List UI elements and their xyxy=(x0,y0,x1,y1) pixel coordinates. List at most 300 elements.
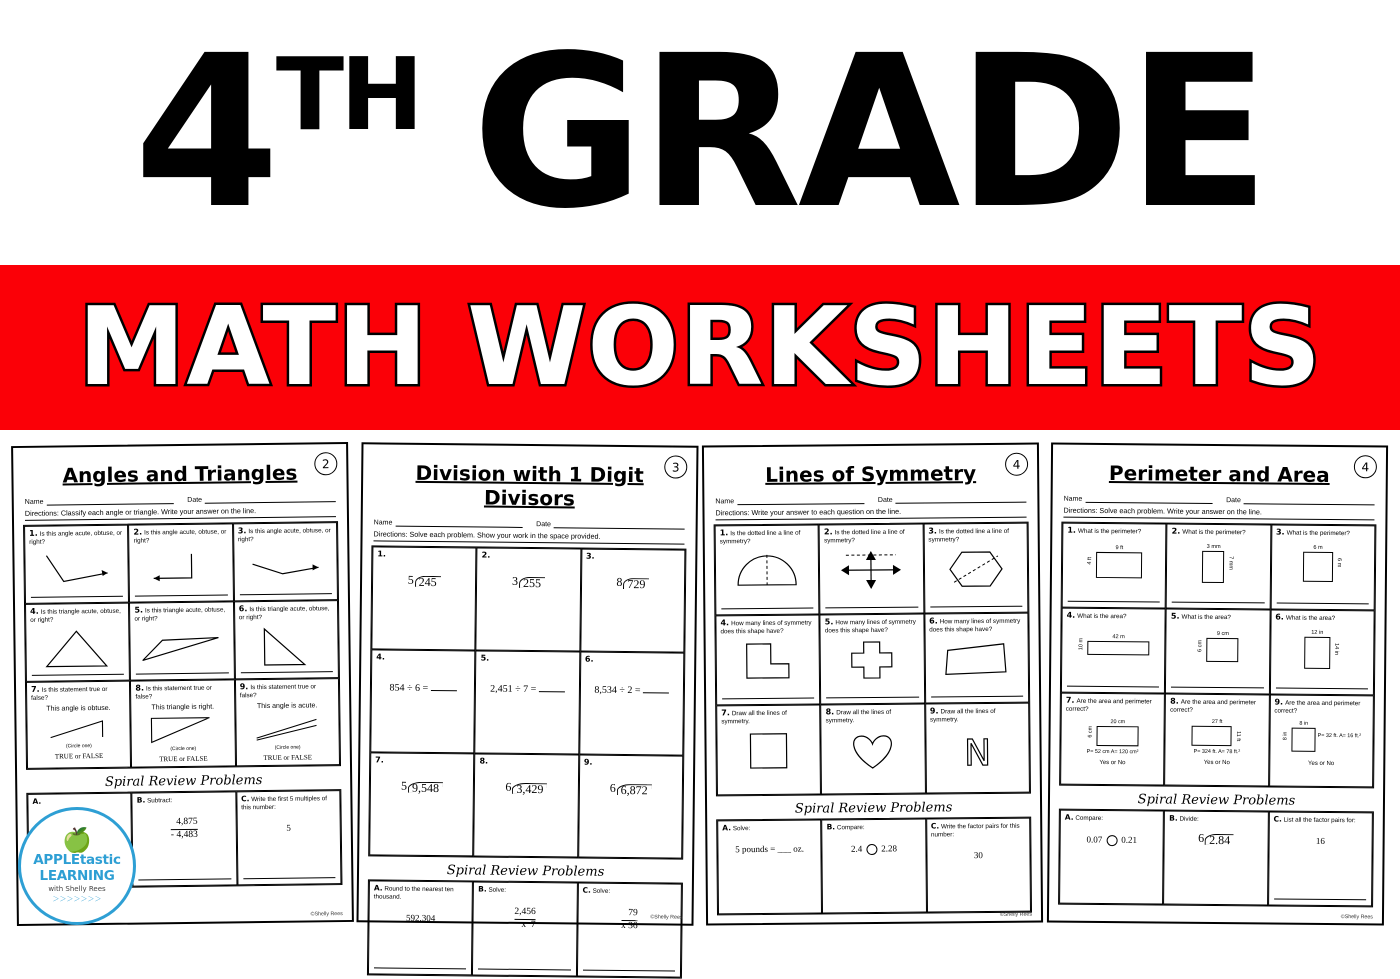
height-label: 11 ft xyxy=(1234,731,1242,741)
answer-line[interactable] xyxy=(1274,898,1366,900)
directions: Directions: Write your answer to each question on the line. xyxy=(715,506,1026,521)
spiral-body: 592,304 xyxy=(374,913,468,922)
question-number: 2. xyxy=(824,527,833,536)
question-number: 6. xyxy=(585,655,594,664)
trapezoid-shape-icon xyxy=(929,637,1024,682)
name-input[interactable] xyxy=(395,519,522,528)
question-number: 3. xyxy=(928,526,937,535)
answer-line[interactable] xyxy=(374,967,466,969)
angle-right-icon xyxy=(134,547,229,592)
answer-line[interactable] xyxy=(1171,687,1263,689)
question-cell[interactable] xyxy=(235,678,340,766)
question-number: 6. xyxy=(1275,613,1284,622)
question-cell[interactable] xyxy=(579,652,684,756)
logo-line-3: with Shelly Rees xyxy=(48,885,105,893)
spiral-cell[interactable] xyxy=(822,819,927,914)
spiral-letter: A. xyxy=(722,823,731,832)
spiral-prompt: Subtract: xyxy=(147,797,172,804)
question-number: 6. xyxy=(929,616,938,625)
long-division-icon xyxy=(586,578,680,590)
spiral-cell[interactable] xyxy=(1163,811,1268,906)
answer-line[interactable] xyxy=(826,607,918,609)
rect-icon xyxy=(1096,552,1142,578)
given-values: P= 324 ft. A= 78 ft.² xyxy=(1170,748,1264,757)
spiral-body: 2.4 2.28 xyxy=(827,844,921,856)
rect-icon xyxy=(1192,726,1232,746)
question-cell[interactable] xyxy=(716,704,821,795)
rect-icon xyxy=(1292,728,1316,752)
page-title xyxy=(134,33,1266,233)
answer-line[interactable] xyxy=(1172,602,1264,604)
rect-icon xyxy=(1304,637,1330,669)
name-label: Name xyxy=(715,498,734,505)
question-number: 1. xyxy=(377,549,386,558)
worksheet-title: Perimeter and Area xyxy=(1062,461,1377,488)
dividend: 6,872 xyxy=(617,784,652,795)
spiral-review-title: Spiral Review Problems xyxy=(368,862,683,880)
triangle-acute-icon xyxy=(30,627,125,672)
height-label: 8 in xyxy=(1282,731,1290,740)
width-label: 6 m xyxy=(1303,544,1333,552)
question-text: Is this angle acute, obtuse, or right? xyxy=(238,527,331,543)
circle-one-hint: (Circle one) xyxy=(32,742,126,751)
answer-line[interactable] xyxy=(722,698,814,700)
question-text: What is the area? xyxy=(1181,614,1230,621)
question-grid xyxy=(368,545,686,859)
spiral-body: 5 pounds = ___ oz. xyxy=(722,844,816,853)
answer-line[interactable] xyxy=(826,697,918,699)
dividend: 255 xyxy=(519,577,545,588)
divisor: 8 xyxy=(616,578,623,586)
question-cell[interactable] xyxy=(26,681,131,769)
cross-shape-icon xyxy=(825,638,920,683)
question-number: 9. xyxy=(1274,697,1283,706)
question-text: Is this triangle acute, obtuse, or right? xyxy=(30,608,121,624)
spiral-body: 16 xyxy=(1273,836,1367,845)
name-date-row xyxy=(1064,495,1375,506)
spiral-cell[interactable] xyxy=(472,881,577,976)
spiral-cell[interactable] xyxy=(132,791,237,886)
heart-shape-icon xyxy=(826,728,921,773)
spiral-letter: C. xyxy=(931,821,939,830)
statement: This triangle is right. xyxy=(136,703,230,712)
question-cell[interactable] xyxy=(580,549,685,653)
worksheet-lines-of-symmetry[interactable] xyxy=(702,443,1043,926)
triangle-right-2-icon xyxy=(136,714,231,745)
question-text: What is the area? xyxy=(1286,615,1335,622)
question-number: 7. xyxy=(31,685,40,694)
angle-acute-small-icon xyxy=(31,716,126,743)
arrow-dotted-icon xyxy=(824,548,919,593)
question-cell[interactable] xyxy=(1062,523,1167,609)
spiral-prompt: Compare: xyxy=(1075,815,1103,822)
answer-line[interactable] xyxy=(139,878,231,880)
height-label: 14 in xyxy=(1332,643,1340,655)
spiral-letter: C. xyxy=(241,794,249,803)
question-text: Is this angle acute, obtuse, or right? xyxy=(134,528,227,544)
divisor: 6 xyxy=(610,784,617,792)
subtitle: MATH WORKSHEETS xyxy=(78,293,1322,403)
answer-line[interactable] xyxy=(136,672,228,674)
question-text: What is the area? xyxy=(1077,613,1126,620)
question-cell[interactable] xyxy=(821,704,926,795)
question-grid xyxy=(1059,522,1376,789)
spiral-letter: B. xyxy=(137,795,146,804)
question-cell[interactable] xyxy=(819,524,924,615)
date-input[interactable] xyxy=(205,494,336,504)
divisor: 5 xyxy=(408,576,415,584)
worksheet-title: Lines of Symmetry xyxy=(713,461,1028,488)
brand-logo xyxy=(18,807,136,925)
spiral-review-title: Spiral Review Problems xyxy=(26,772,341,791)
spiral-body: 0.07 0.21 xyxy=(1065,835,1159,847)
height-label: 6 m xyxy=(1335,558,1343,567)
question-cell[interactable] xyxy=(130,679,235,767)
name-label: Name xyxy=(25,499,44,506)
square-shape-icon xyxy=(721,728,816,773)
question-number: 3. xyxy=(586,552,595,561)
long-division-icon xyxy=(377,575,471,587)
question-cell[interactable] xyxy=(371,546,476,650)
spiral-letter: B. xyxy=(478,884,487,893)
question-cell[interactable] xyxy=(578,755,683,859)
answer-line[interactable] xyxy=(243,877,335,879)
question-text: Are the area and perimeter correct? xyxy=(1066,698,1152,713)
spiral-letter: B. xyxy=(1169,814,1178,823)
date-input[interactable] xyxy=(1244,496,1375,505)
answer-line[interactable] xyxy=(1067,686,1159,688)
spiral-prompt: Compare: xyxy=(837,824,865,831)
copyright: ©Shelly Rees xyxy=(1341,914,1373,920)
height-label: 10 m xyxy=(1077,638,1085,651)
yes-no-options[interactable]: Yes or No xyxy=(1065,759,1159,768)
height-label: 6 cm xyxy=(1197,640,1205,652)
question-number: 5. xyxy=(134,605,143,614)
answer-line[interactable] xyxy=(478,969,570,971)
question-text: How many lines of symmetry does this shape have? xyxy=(825,619,916,635)
worksheet-division-1-digit-divisors[interactable] xyxy=(356,442,698,926)
triangle-obtuse-icon xyxy=(135,625,230,670)
spiral-cell[interactable] xyxy=(1268,811,1373,906)
long-division-icon: 6 2.84 xyxy=(1169,834,1263,846)
grade-number: 4 xyxy=(134,33,276,233)
question-cell[interactable] xyxy=(1166,524,1271,610)
worksheet-perimeter-and-area[interactable] xyxy=(1047,443,1388,926)
question-number: 9. xyxy=(584,758,593,767)
given-values: P= 32 ft. A= 16 ft.² xyxy=(1318,732,1362,740)
divisor: 3 xyxy=(512,577,519,585)
equation xyxy=(376,684,470,693)
question-number: 6. xyxy=(239,604,248,613)
question-number: 9. xyxy=(930,706,939,715)
answer-line[interactable] xyxy=(240,593,332,595)
question-number: 3. xyxy=(1276,528,1285,537)
spiral-letter: C. xyxy=(582,886,590,895)
name-input[interactable] xyxy=(737,496,864,505)
question-number: 8. xyxy=(826,707,835,716)
width-label: 42 m xyxy=(1088,633,1150,642)
question-cell[interactable] xyxy=(1270,524,1375,610)
grade-word: GRADE xyxy=(472,33,1266,233)
question-cell[interactable] xyxy=(925,703,1030,794)
grade-suffix: TH xyxy=(276,45,420,145)
answer-line[interactable] xyxy=(1276,688,1368,690)
question-number: 8. xyxy=(135,683,144,692)
question-number: 5. xyxy=(1171,612,1180,621)
question-cell[interactable] xyxy=(475,650,580,754)
question-cell[interactable] xyxy=(820,614,925,705)
given-values: P= 52 cm A= 120 cm² xyxy=(1065,748,1159,757)
long-division-icon xyxy=(375,781,469,793)
question-text: Is the dotted line a line of symmetry? xyxy=(720,530,801,546)
long-division-icon xyxy=(584,784,678,796)
rect-icon xyxy=(1087,641,1149,656)
question-cell[interactable] xyxy=(1270,609,1375,695)
width-label: 12 in xyxy=(1304,629,1330,637)
spiral-review-grid xyxy=(1058,809,1374,908)
height-label: 7 mm xyxy=(1226,556,1234,570)
spiral-cell[interactable] xyxy=(926,818,1031,913)
question-cell[interactable] xyxy=(370,649,475,753)
question-cell[interactable] xyxy=(234,600,339,679)
width-label: 27 ft xyxy=(1170,718,1264,727)
divisor: 5 xyxy=(401,782,408,790)
question-cell[interactable] xyxy=(25,603,130,682)
question-cell[interactable] xyxy=(24,525,129,604)
question-text: What is the perimeter? xyxy=(1182,529,1245,537)
hexagon-dotted-icon xyxy=(928,547,1023,592)
question-text: How many lines of symmetry does this shape have? xyxy=(929,618,1020,634)
spiral-prompt: Solve: xyxy=(733,825,751,832)
yes-no-options[interactable]: Yes or No xyxy=(1274,759,1368,768)
question-text: Is the dotted line a line of symmetry? xyxy=(824,529,905,545)
equation-text: 8,534 ÷ 2 = xyxy=(594,685,640,696)
spiral-cell[interactable] xyxy=(1059,810,1164,905)
spiral-body: 4,875 - 4,483 xyxy=(137,816,232,841)
question-cell[interactable] xyxy=(1060,693,1165,786)
long-division-icon xyxy=(481,577,575,589)
question-cell[interactable] xyxy=(715,614,820,705)
width-label: 9 cm xyxy=(1207,630,1239,638)
question-cell[interactable] xyxy=(1269,694,1374,787)
question-text: Is this statement true or false? xyxy=(135,685,211,701)
spiral-cell[interactable] xyxy=(236,790,341,885)
equation xyxy=(585,687,679,696)
question-number: 1. xyxy=(720,528,729,537)
directions: Directions: Solve each problem. Write your answer on the line. xyxy=(1063,506,1374,521)
answer-line[interactable] xyxy=(31,596,123,598)
svg-text:N: N xyxy=(964,733,991,774)
rect-icon xyxy=(1303,552,1333,582)
page-number-badge: 3 xyxy=(664,455,687,478)
letter-N-icon xyxy=(930,727,1025,772)
spiral-body: 2,456 x 7 xyxy=(478,906,573,931)
date-label: Date xyxy=(878,497,893,504)
question-cell[interactable] xyxy=(128,523,233,602)
date-label: Date xyxy=(1226,497,1241,504)
answer-line[interactable] xyxy=(583,970,675,972)
height-label: 6 cm xyxy=(1087,726,1095,738)
angle-obtuse-icon xyxy=(29,549,124,594)
spiral-review-title: Spiral Review Problems xyxy=(1059,792,1374,810)
question-number: 3. xyxy=(238,526,247,535)
question-text: Is this triangle acute, obtuse, or right? xyxy=(134,606,225,622)
statement: This angle is obtuse. xyxy=(31,705,125,714)
date-input[interactable] xyxy=(554,520,685,529)
true-false-options[interactable]: TRUE or FALSE xyxy=(136,754,230,763)
question-cell[interactable] xyxy=(476,547,581,651)
rect-icon xyxy=(1207,638,1239,662)
divisor: 6 xyxy=(505,783,512,791)
question-text: Draw all the lines of symmetry. xyxy=(721,710,787,726)
answer-line[interactable] xyxy=(721,608,813,610)
question-text: What is the perimeter? xyxy=(1287,530,1350,538)
question-number: 1. xyxy=(29,529,38,538)
worksheet-title: Division with 1 Digit Divisors xyxy=(372,460,687,511)
question-cell[interactable] xyxy=(474,753,579,857)
question-text: Are the area and perimeter correct? xyxy=(1170,699,1256,714)
question-text: Is this angle acute, obtuse, or right? xyxy=(29,530,122,546)
question-number: 1. xyxy=(1067,526,1076,535)
answer-line[interactable] xyxy=(1276,603,1368,605)
question-number: 2. xyxy=(133,527,142,536)
spiral-review-grid xyxy=(716,817,1032,916)
answer-line[interactable] xyxy=(1068,601,1160,603)
spiral-prompt: List all the factor pairs for: xyxy=(1284,817,1356,825)
subtitle-band xyxy=(0,265,1400,430)
title-band xyxy=(0,0,1400,265)
date-input[interactable] xyxy=(896,495,1027,504)
question-text: Draw all the lines of symmetry. xyxy=(930,708,996,724)
question-text: Is this statement true or false? xyxy=(31,686,107,702)
question-grid xyxy=(714,522,1031,797)
stitch-decoration: ＞＞＞＞＞＞＞ xyxy=(53,894,102,904)
question-cell[interactable] xyxy=(1165,609,1270,695)
true-false-options[interactable]: TRUE or FALSE xyxy=(32,752,126,761)
apple-icon: 🍏 xyxy=(62,828,92,852)
directions: Directions: Solve each problem. Show your work in the space provided. xyxy=(373,529,684,544)
dividend: 9,548 xyxy=(408,782,443,793)
spiral-letter: B. xyxy=(827,822,836,831)
true-false-options[interactable]: TRUE or FALSE xyxy=(241,753,335,762)
name-input[interactable] xyxy=(1085,495,1212,504)
question-number: 2. xyxy=(482,551,491,560)
question-cell[interactable] xyxy=(924,613,1029,704)
name-label: Name xyxy=(1064,496,1083,503)
question-number: 4. xyxy=(376,652,385,661)
spiral-cell[interactable] xyxy=(577,883,682,978)
answer-line[interactable] xyxy=(135,594,227,596)
question-cell[interactable] xyxy=(129,601,234,680)
worksheet-gallery xyxy=(0,430,1400,933)
equation-text: 2,451 ÷ 7 = xyxy=(490,684,536,695)
copyright: ©Shelly Rees xyxy=(1000,912,1032,918)
question-number: 2. xyxy=(1172,527,1181,536)
question-number: 8. xyxy=(1170,697,1179,706)
angle-straightish-icon xyxy=(238,546,333,591)
copyright: ©Shelly Rees xyxy=(311,911,343,917)
directions: Directions: Classify each angle or triangle. Write your answer on the line. xyxy=(25,505,336,521)
width-label: 3 mm xyxy=(1203,543,1225,551)
page-number-badge: 4 xyxy=(1005,453,1028,476)
question-text: Are the area and perimeter correct? xyxy=(1274,700,1360,715)
question-number: 9. xyxy=(240,682,249,691)
circle-one-hint: (Circle one) xyxy=(136,744,230,753)
question-number: 5. xyxy=(481,654,490,663)
spiral-prompt: Divide: xyxy=(1179,816,1198,823)
spiral-letter: A. xyxy=(32,797,41,806)
L-shape-icon xyxy=(721,639,816,684)
question-number: 7. xyxy=(1066,696,1075,705)
width-label: 9 ft xyxy=(1096,544,1142,552)
spiral-cell[interactable] xyxy=(368,880,473,975)
question-number: 7. xyxy=(375,755,384,764)
question-text: Is the dotted line a line of symmetry? xyxy=(928,528,1009,544)
question-cell[interactable] xyxy=(923,523,1028,614)
rect-icon xyxy=(1097,726,1139,746)
question-text: What is the perimeter? xyxy=(1078,528,1141,536)
page-number-badge: 4 xyxy=(1354,455,1377,478)
question-number: 4. xyxy=(30,607,39,616)
name-input[interactable] xyxy=(46,496,173,506)
dividend: 3,429 xyxy=(512,783,547,794)
date-label: Date xyxy=(187,497,202,504)
question-text: How many lines of symmetry does this shape have? xyxy=(721,620,812,636)
question-number: 7. xyxy=(721,708,730,717)
spiral-prompt: Write the factor pairs for this number: xyxy=(931,823,1020,839)
spiral-prompt: Solve: xyxy=(593,888,611,895)
answer-line[interactable] xyxy=(241,671,333,673)
width-label: 20 cm xyxy=(1097,718,1139,726)
equation xyxy=(480,686,574,695)
name-date-row xyxy=(25,494,336,506)
answer-line[interactable] xyxy=(32,674,124,676)
dividend: 245 xyxy=(415,576,441,587)
compare-circle[interactable] xyxy=(866,844,877,855)
name-date-row xyxy=(715,495,1026,506)
name-label: Name xyxy=(374,519,393,526)
question-cell[interactable] xyxy=(369,752,474,856)
answer-line[interactable] xyxy=(930,606,1022,608)
spiral-body: 5 xyxy=(241,823,335,832)
spiral-letter: A. xyxy=(374,883,383,892)
name-date-row xyxy=(374,518,685,529)
spiral-body: 79 x 36 xyxy=(582,908,677,933)
question-text: Is this statement true or false? xyxy=(240,683,316,699)
equation-text: 854 ÷ 6 = xyxy=(389,683,428,694)
copyright: ©Shelly Rees xyxy=(650,914,682,920)
question-cell[interactable] xyxy=(715,524,820,615)
yes-no-options[interactable]: Yes or No xyxy=(1170,759,1264,768)
page-number-badge: 2 xyxy=(314,452,337,475)
compare-circle[interactable] xyxy=(1106,835,1117,846)
statement: This angle is acute. xyxy=(240,702,334,711)
spiral-review-grid xyxy=(367,879,683,978)
spiral-prompt: Solve: xyxy=(488,887,506,894)
question-cell[interactable] xyxy=(1164,694,1269,787)
answer-line[interactable] xyxy=(931,696,1023,698)
width-label: 8 in xyxy=(1292,720,1316,728)
arch-dotted-icon xyxy=(720,549,815,594)
spiral-prompt: Round to the nearest ten thousand. xyxy=(374,886,454,901)
question-cell[interactable] xyxy=(233,522,338,601)
spiral-cell[interactable] xyxy=(717,819,822,914)
rect-icon xyxy=(1202,551,1224,583)
angle-line-icon xyxy=(240,713,335,744)
question-number: 8. xyxy=(479,757,488,766)
question-number: 4. xyxy=(1067,611,1076,620)
question-cell[interactable] xyxy=(1061,608,1166,694)
